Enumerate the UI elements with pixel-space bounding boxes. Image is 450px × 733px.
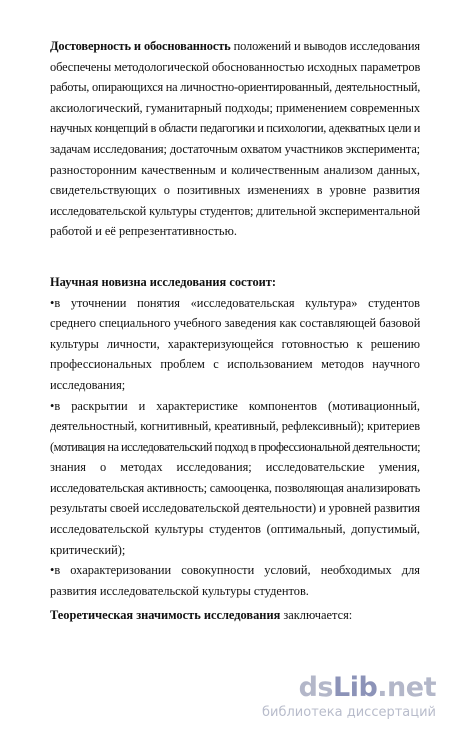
bullet-icon: •: [50, 398, 55, 413]
text-line: работой и её репрезентативностью.: [50, 224, 237, 239]
text-line: результаты своей исследовательской деятельности) и уровней развития: [50, 501, 420, 516]
text-line: профессиональных проблем с использованием методов научного: [50, 357, 420, 372]
text-line: аксиологический, гуманитарный подходы; применением современных: [50, 100, 420, 115]
text-line: критический);: [50, 542, 126, 557]
text-line: среднего специального учебного заведения как составляющей базовой: [50, 316, 420, 331]
text-line: работы, опирающихся на личностно-ориентированный, деятельностный,: [50, 80, 420, 95]
text-line: исследования;: [50, 377, 126, 392]
text-line: разносторонним качественным и количественным анализом данных,: [50, 162, 420, 177]
bullet-icon: •: [50, 563, 55, 578]
text-line: научных концепций в области педагогики и психологии, адекватных цели и: [50, 121, 420, 136]
novelty-section: [50, 272, 420, 602]
reliability-term: Достоверность и обоснованность: [50, 39, 231, 53]
text-line: свидетельствующих о позитивных изменениях в уровне развития: [50, 183, 420, 198]
text-line: задачам исследования; достаточным охватом участников эксперимента;: [50, 141, 420, 156]
text-line: исследовательской культуры студентов; длительной экспериментальной: [50, 203, 420, 218]
dslib-watermark: [261, 673, 436, 721]
dslib-logo: dsLib.net: [298, 672, 436, 703]
text-line: исследовательской культуры студентов (оптимальный, допустимый,: [50, 522, 420, 537]
reliability-paragraph: [50, 36, 420, 242]
dslib-subtitle: библиотека диссертаций: [262, 705, 436, 720]
theory-term: Теоретическая значимость исследования: [50, 608, 281, 623]
text-line: знания о методах исследования; исследовательские умения,: [50, 460, 420, 475]
text-line: исследовательская активность; самооценка, позволяющая анализировать: [50, 480, 420, 495]
text-line: деятельностный, когнитивный, креативный, рефлексивный); критериев: [50, 419, 420, 434]
text-line: обеспечены методологической обоснованностью исходных параметров: [50, 59, 420, 74]
bullet-item-2: •в раскрытии и характеристике компонентов (мотивационный,: [50, 398, 420, 413]
theory-line: Теоретическая значимость исследования заключается:: [50, 608, 353, 623]
text-line: (мотивация на исследовательский подход в профессиональной деятельности;: [50, 439, 420, 454]
text-line: развития исследовательской культуры студентов.: [50, 583, 309, 598]
document-page: [50, 36, 420, 626]
text-line: Достоверность и обоснованность положений и выводов исследования: [50, 39, 420, 53]
novelty-heading: Научная новизна исследования состоит:: [50, 274, 277, 289]
bullet-icon: •: [50, 295, 55, 310]
bullet-item-1: •в уточнении понятия «исследовательская культура» студентов: [50, 295, 420, 310]
text-line: культуры личности, характеризующейся готовностью к решению: [50, 336, 420, 351]
bullet-item-3: •в охарактеризовании совокупности условий, необходимых для: [50, 563, 420, 578]
